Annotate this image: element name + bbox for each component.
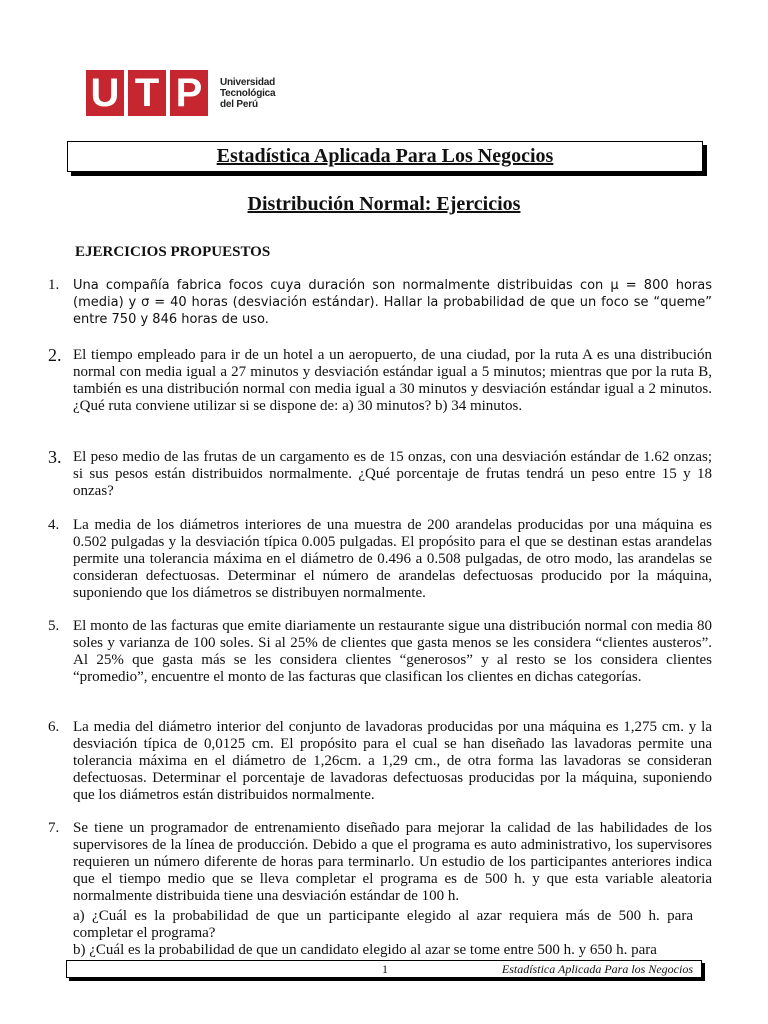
exercise-1: [48, 277, 712, 328]
subquestion-a: a) ¿Cuál es la probabilidad de que un participante elegido al azar requiera más de 500 h. para completar el programa?: [73, 908, 693, 941]
page-number: 1: [382, 962, 388, 976]
title-box: [67, 141, 703, 172]
exercise-number: 6.: [48, 719, 60, 735]
logo-line-3: del Perú: [220, 98, 258, 110]
logo-letter-t: T: [128, 70, 166, 116]
exercise-text: La media de los diámetros interiores de una muestra de 200 arandelas producidas por una máquina es 0.502 pulgadas y la desviación típica 0.005 pulgadas. El propósito para el que se destinan estas arandelas permite una tolerancia máxima en el diámetro de 0.496 a 0.508 pulgadas, de otro modo, las arandelas se consideran defectuosas. Determinar el número de arandelas defectuosas producido por la máquina, suponiendo que los diámetros se distribuyen normalmente.: [73, 517, 712, 601]
exercise-number: 4.: [48, 517, 60, 533]
exercise-4: [48, 517, 712, 602]
exercise-text: Una compañía fabrica focos cuya duración son normalmente distribuidas con μ = 800 horas (media) y σ = 40 horas (desviación estándar). Hallar la probabilidad de que un foco se “queme” entre 750 y 846 horas de uso.: [73, 278, 712, 327]
document-title: Estadística Aplicada Para Los Negocios: [216, 145, 554, 167]
exercise-text: Se tiene un programador de entrenamiento diseñado para mejorar la calidad de las habilidades de los supervisores de la línea de producción. Debido a que el programa es auto administrativo, los supervisores requieren un número diferente de horas para terminarlo. Un estudio de los participantes anteriores indica que el tiempo medio que se lleva completar el programa es de 500 h. y que esta variable aleatoria normalmente distribuida tiene una desviación estándar de 100 h.: [73, 820, 712, 904]
exercise-number: 3.: [48, 447, 62, 467]
exercise-5: [48, 618, 712, 686]
page-footer: [66, 960, 702, 978]
exercise-text: El tiempo empleado para ir de un hotel a un aeropuerto, de una ciudad, por la ruta A es una distribución normal con media igual a 27 minutos y desviación estándar igual a 5 minutos; mientras que por la ruta B, también es una distribución normal con media igual a 30 minutos y desviación estándar igual a 2 minutos. ¿Qué ruta conviene utilizar si se dispone de: a) 30 minutos? b) 34 minutos.: [73, 347, 712, 414]
exercise-text: El monto de las facturas que emite diariamente un restaurante sigue una distribución normal con media 80 soles y varianza de 100 soles. Si al 25% de clientes que gasta menos se les considera “clientes austeros”. Al 25% que gasta más se les considera clientes “generosos” y al resto se los considera clientes “promedio”, encuentre el monto de las facturas que clasifican los clientes en dichas categorías.: [73, 618, 712, 685]
subquestion-b: b) ¿Cuál es la probabilidad de que un candidato elegido al azar se tome entre 500 h. y 650 h. para: [73, 942, 657, 958]
exercise-text: El peso medio de las frutas de un cargamento es de 15 onzas, con una desviación estándar de 1.62 onzas; si sus pesos están distribuidos normalmente. ¿Qué porcentaje de frutas tendrá un peso entre 15 y 18 onzas?: [73, 449, 712, 499]
logo-line-2: Tecnológica: [220, 87, 276, 99]
footer-title: Estadística Aplicada Para los Negocios: [501, 962, 693, 976]
exercise-2: [48, 347, 712, 415]
exercise-number: 7.: [48, 820, 60, 836]
document-subtitle: Distribución Normal: Ejercicios: [247, 193, 521, 215]
section-heading: EJERCICIOS PROPUESTOS: [75, 244, 271, 260]
exercise-number: 2.: [48, 345, 62, 365]
exercise-text: La media del diámetro interior del conjunto de lavadoras producidas por una máquina es 1,275 cm. y la desviación típica de 0,0125 cm. El propósito para el cual se han diseñado las lavadoras permite una tolerancia máxima en el diámetro de 1,26cm. a 1,29 cm., de otra forma las lavadoras se consideran defectuosas. Determinar el porcentaje de lavadoras defectuosas producidas por la máquina, suponiendo que los diámetros están distribuidos normalmente.: [73, 719, 712, 803]
logo-wordmark: [220, 77, 275, 110]
exercise-number: 5.: [48, 618, 60, 634]
exercise-6: [48, 719, 712, 804]
exercise-7: [48, 820, 712, 905]
logo-line-1: Universidad: [220, 76, 276, 88]
logo-letter-p: P: [170, 70, 208, 116]
exercise-number: 1.: [48, 277, 60, 293]
logo-letter-u: U: [86, 70, 124, 116]
utp-logo: [86, 70, 275, 116]
exercise-3: [48, 449, 712, 500]
